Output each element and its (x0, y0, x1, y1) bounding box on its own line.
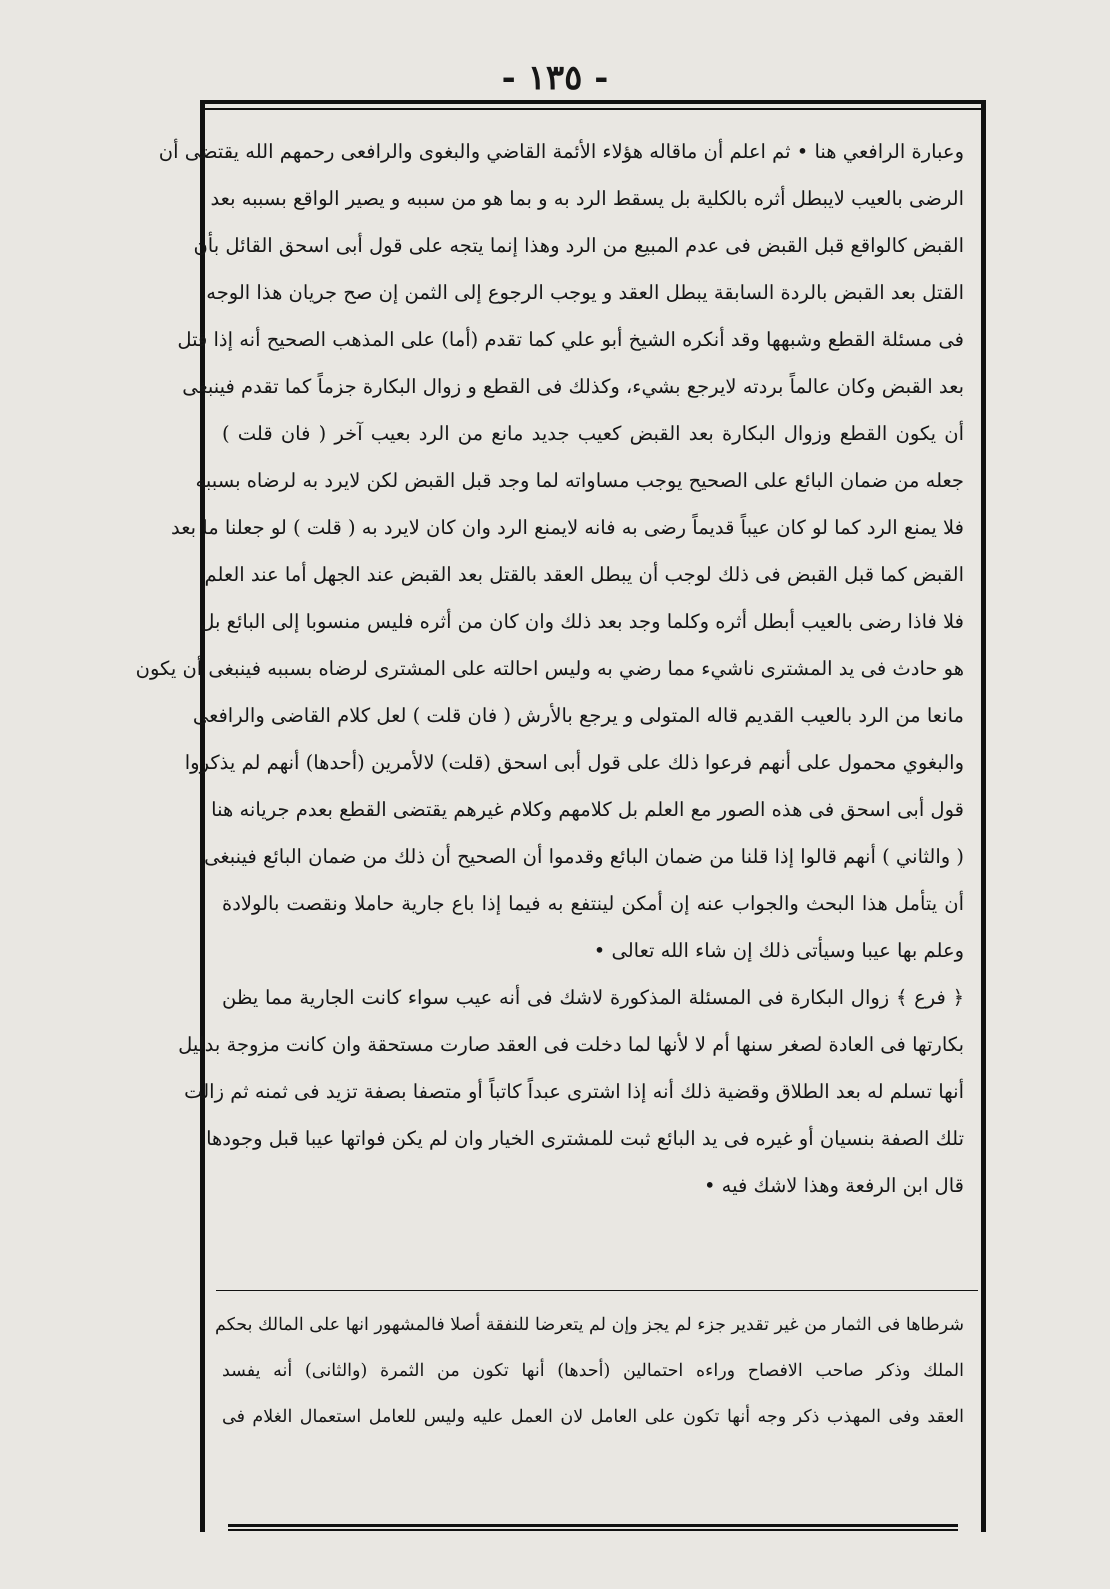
text-line: مانعا من الرد بالعيب القديم قاله المتولى و يرجع بالأرش ( فان قلت ) لعل كلام القاضى والرافعى (192, 704, 964, 727)
text-line: أنها تسلم له بعد الطلاق وقضية ذلك أنه إذا اشترى عبداً كاتباً أو متصفا بصفة تزيد فى ثمنه ثم زالت (184, 1080, 964, 1103)
text-line: والبغوي محمول على أنهم فرعوا ذلك على قول أبى اسحق (قلت) لالأمرين (أحدها) أنهم لم يذكروا (184, 751, 964, 774)
text-line: القبض كالواقع قبل القبض فى عدم المبيع من الرد وهذا إنما يتجه على قول أبى اسحق القائل بأن (193, 234, 964, 257)
text-line: فى مسئلة القطع وشبهها وقد أنكره الشيخ أبو علي كما تقدم (أما) على المذهب الصحيح أنه إذا قتل (177, 328, 964, 351)
paragraph-end-line: قال ابن الرفعة وهذا لاشك فيه • (703, 1174, 964, 1197)
section-heading-line: ﴿ فرع ﴾ زوال البكارة فى المسئلة المذكورة لاشك فى أنه عيب سواء كانت الجارية مما يظن (222, 986, 964, 1009)
text-line: بكارتها فى العادة لصغر سنها أم لا لأنها لما دخلت فى العقد صارت مستحقة وان كانت مزوجة بدليل (178, 1033, 964, 1056)
footnote-line: العقد وفى المهذب ذكر وجه أنها تكون على العامل لان العمل عليه وليس للعامل استعمال الغلام فى (222, 1407, 964, 1427)
text-line: أن يتأمل هذا البحث والجواب عنه إن أمكن لينتفع به فيما إذا باع جارية حاملا ونقصت بالولادة (222, 892, 964, 915)
text-line: الرضى بالعيب لايبطل أثره بالكلية بل يسقط الرد به و بما هو من سببه و يصير الواقع بسببه بعد (210, 187, 964, 210)
text-line: جعله من ضمان البائع على الصحيح يوجب مساواته لما وجد قبل القبض لكن لايرد به لرضاه بسببه (195, 469, 964, 492)
top-rule (200, 100, 986, 110)
footnote-block (214, 1302, 964, 1440)
text-line: القتل بعد القبض بالردة السابقة يبطل العقد و يوجب الرجوع إلى الثمن إن صح جريان هذا الوجه (206, 281, 964, 304)
text-line: القبض كما قبل القبض فى ذلك لوجب أن يبطل العقد بالقتل بعد القبض عند الجهل أما عند العلم (204, 563, 964, 586)
footnote-line: شرطاها فى الثمار من غير تقدير جزء لم يجز وإن لم يتعرضا للنفقة أصلا فالمشهور انها على المالك بحكم (214, 1315, 964, 1335)
footnote-separator (216, 1290, 978, 1291)
text-line: فلا يمنع الرد كما لو كان عيباً قديماً رضى به فانه لايمنع الرد وان كان لايرد به ( قلت ) لو جعلنا ما بعد (171, 516, 964, 539)
text-line: ( والثاني ) أنهم قالوا إذا قلنا من ضمان البائع وقدموا أن الصحيح أن ذلك من ضمان البائع فينبغى (204, 845, 964, 868)
text-line: وعبارة الرافعي هنا • ثم اعلم أن ماقاله هؤلاء الأئمة القاضي والبغوى والرافعى رحمهم الله يقتضى أن (158, 140, 964, 163)
text-line: هو حادث فى يد المشترى ناشيء مما رضي به وليس احالته على المشترى لرضاه بسببه فينبغى أن يكون (135, 657, 964, 680)
text-line: قول أبى اسحق فى هذه الصور مع العلم بل كلامهم وكلام غيرهم يقتضى القطع بعدم جريانه هنا (211, 798, 964, 821)
text-line: بعد القبض وكان عالماً بردته لايرجع بشيء، وكذلك فى القطع و زوال البكارة جزماً كما تقدم فينبغى (182, 375, 964, 398)
text-line: تلك الصفة بنسيان أو غيره فى يد البائع ثبت للمشترى الخيار وان لم يكن فواتها عيبا قبل وجودها (206, 1127, 964, 1150)
footnote-line: الملك وذكر صاحب الافصاح وراءه احتمالين (أحدها) أنها تكون من الثمرة (والثانى) أنه يفسد (222, 1361, 964, 1381)
page-number: - ١٣٥ - (501, 58, 609, 98)
main-text-block (135, 128, 964, 1209)
text-line: أن يكون القطع وزوال البكارة بعد القبض كعيب جديد مانع من الرد بعيب آخر ( فان قلت ) (222, 422, 964, 445)
paragraph-end-line: وعلم بها عيبا وسيأتى ذلك إن شاء الله تعالى • (593, 939, 964, 962)
text-line: فلا فاذا رضى بالعيب أبطل أثره وكلما وجد بعد ذلك وان كان من أثره فليس منسوبا إلى البائع بل (200, 610, 964, 633)
bottom-rule (228, 1524, 958, 1531)
